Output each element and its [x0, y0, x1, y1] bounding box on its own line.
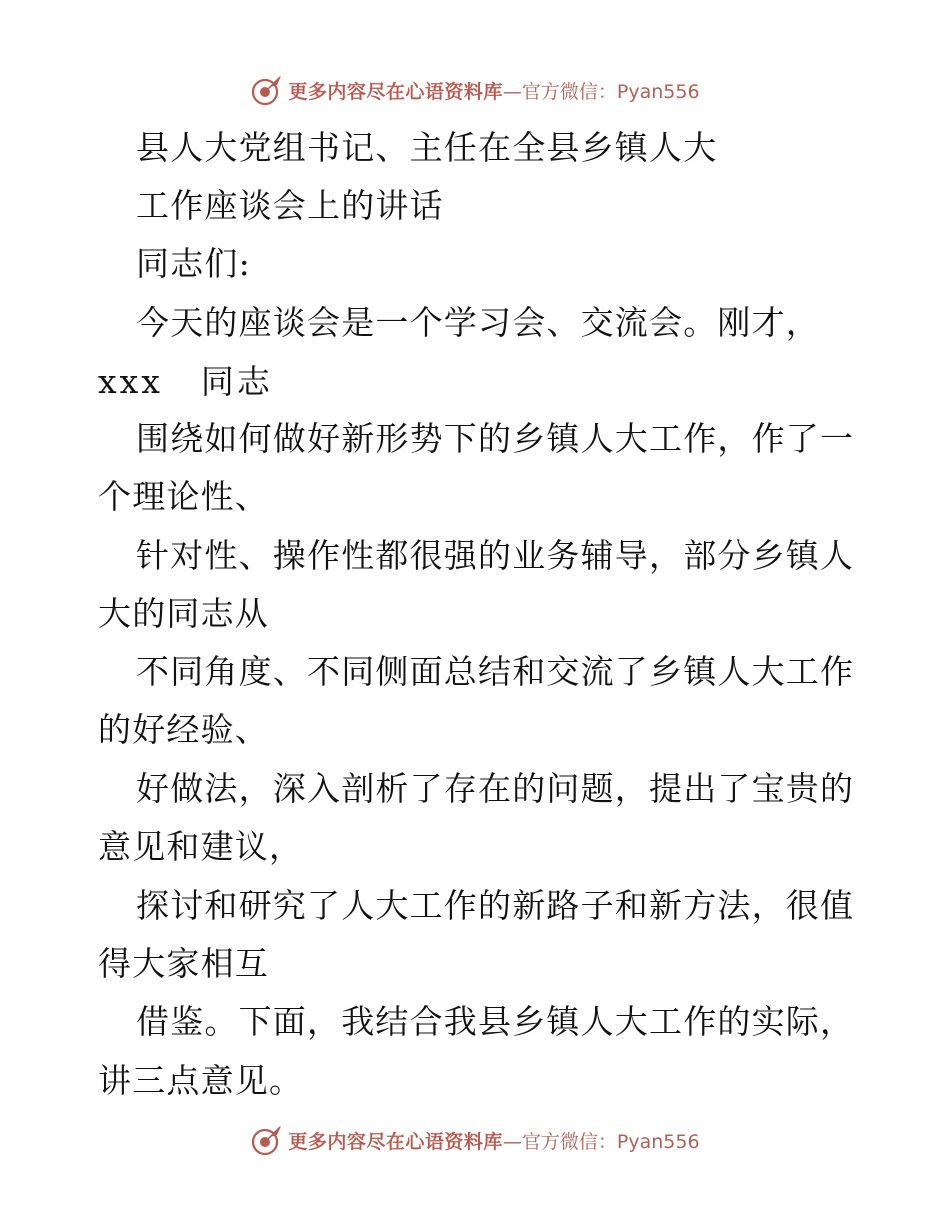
salutation: 同志们: [136, 244, 251, 283]
watermark-brand-text: 更多内容尽在心语资料库 [288, 1130, 503, 1153]
paragraph-line: 不同角度、不同侧面总结和交流了乡镇人大工作 [136, 652, 855, 691]
watermark-wechat-text: —官方微信：Pyan556 [502, 1130, 700, 1153]
paragraph-fragment: 同志 [200, 362, 273, 401]
paragraph-line: 今天的座谈会是一个学习会、交流会。刚才， [136, 303, 820, 342]
footer-watermark [0, 1120, 950, 1160]
title-line-1: 县人大党组书记、主任在全县乡镇人大 [136, 128, 718, 167]
paragraph-line: 好做法，深入剖析了存在的问题，提出了宝贵的 [136, 769, 855, 808]
paragraph-line: 的好经验、 [98, 710, 269, 749]
paragraph-line: 针对性、操作性都很强的业务辅导，部分乡镇人 [136, 536, 855, 575]
quill-pen-logo-icon [250, 73, 284, 107]
paragraph-line: 借鉴。下面，我结合我县乡镇人大工作的实际， [136, 1002, 855, 1041]
paragraph-line: 讲三点意见。 [98, 1061, 304, 1100]
paragraph-line: 个理论性、 [98, 477, 269, 516]
quill-pen-logo-icon [250, 1123, 284, 1157]
paragraph-line: 围绕如何做好新形势下的乡镇人大工作，作了一 [136, 419, 855, 458]
paragraph-line: 探讨和研究了人大工作的新路子和新方法，很值 [136, 886, 855, 925]
paragraph-line: 意见和建议， [98, 827, 304, 866]
paragraph-line: 得大家相互 [98, 944, 269, 983]
watermark-brand-text: 更多内容尽在心语资料库 [288, 80, 503, 103]
header-watermark [0, 70, 950, 110]
watermark-wechat-text: —官方微信：Pyan556 [502, 80, 700, 103]
title-line-2: 工作座谈会上的讲话 [136, 186, 444, 225]
paragraph-line [98, 362, 273, 402]
placeholder-name: xxx [98, 362, 163, 401]
paragraph-line: 大的同志从 [98, 594, 269, 633]
